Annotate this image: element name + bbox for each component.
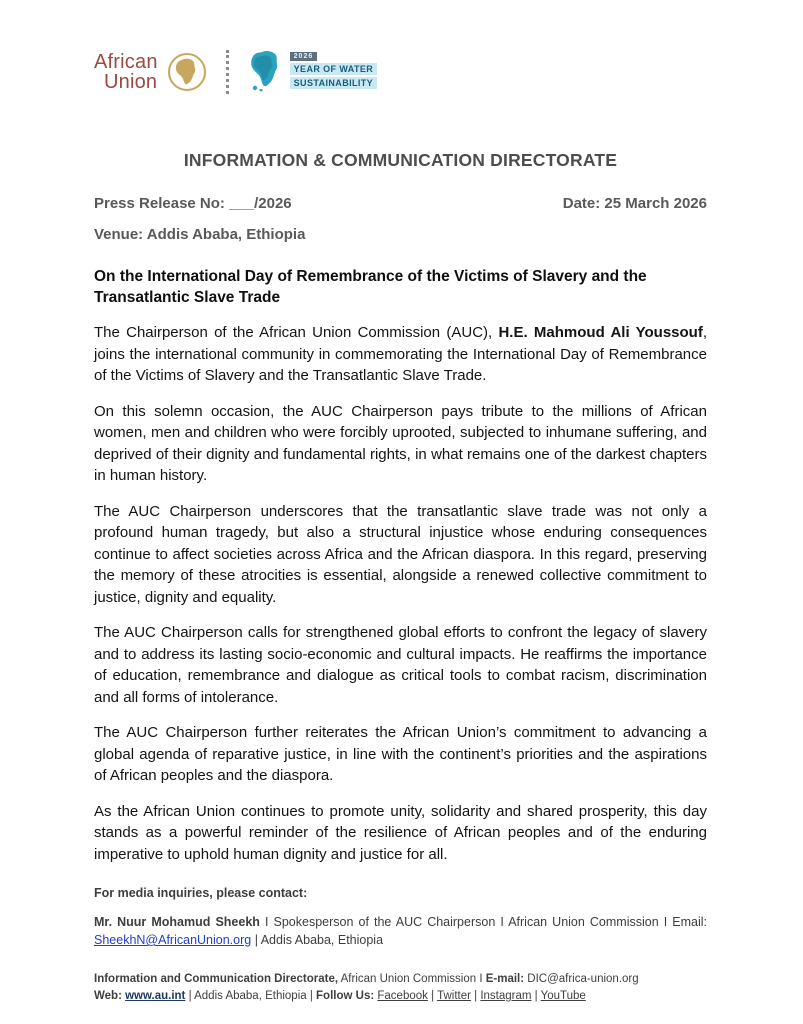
separator: | — [531, 990, 541, 1002]
facebook-link[interactable]: Facebook — [377, 990, 428, 1002]
directorate-title: INFORMATION & COMMUNICATION DIRECTORATE — [183, 150, 618, 170]
african-union-wordmark — [94, 52, 158, 92]
paragraph-5: The AUC Chairperson further reiterates the African Union’s commitment to advancing a global agenda of reparative justice, in line with the continent’s priorities and the aspirations of African peoples and the diaspora. — [94, 724, 707, 784]
release-date: Date: 25 March 2026 — [562, 195, 707, 212]
paragraph-6: As the African Union continues to promote unity, solidarity and shared prosperity, this day stands as a powerful reminder of the resilience of African peoples and of the enduring imperative to uphold human dignity and justice for all. — [94, 802, 707, 863]
footer-directorate-bold: Information and Communication Directorate, — [94, 973, 339, 985]
paragraph-1-lead: The Chairperson of the African Union Commission (AUC), — [94, 324, 499, 341]
footer-directorate-rest: African Union Commission I — [338, 973, 486, 985]
spokesperson-role: I Spokesperson of the AUC Chairperson I African Union Commission I Email: — [259, 915, 707, 929]
theme-line2: SUSTAINABILITY — [290, 77, 377, 89]
separator: | — [427, 990, 438, 1002]
logo-band — [94, 48, 707, 96]
theme-logo — [249, 50, 378, 94]
africa-map-teal-icon — [249, 50, 283, 94]
youtube-link[interactable]: YouTube — [540, 990, 586, 1002]
footer-location: | Addis Ababa, Ethiopia | — [185, 990, 317, 1002]
au-website-link[interactable]: www.au.int — [125, 990, 186, 1002]
wordmark-line2: Union — [104, 71, 158, 93]
media-inquiries-heading: For media inquiries, please contact: — [94, 886, 308, 900]
footer — [94, 971, 707, 1005]
spokesperson-contact — [94, 913, 707, 949]
paragraph-4: The AUC Chairperson calls for strengthened global efforts to confront the legacy of slavery and to address its lasting socio-economic and cultural impacts. He reaffirms the importance of education, remembrance and dialogue as critical tools to combat racism, discrimination and all forms of intolerance. — [94, 624, 707, 706]
logo-divider — [226, 50, 229, 94]
footer-email-value: DIC@africa-union.org — [524, 973, 639, 985]
instagram-link[interactable]: Instagram — [480, 990, 532, 1002]
meta-row — [94, 195, 707, 212]
spokesperson-location: | Addis Ababa, Ethiopia — [251, 933, 384, 947]
twitter-link[interactable]: Twitter — [437, 990, 471, 1002]
wordmark-line1: African — [94, 51, 158, 73]
theme-labels — [290, 50, 378, 89]
venue: Venue: Addis Ababa, Ethiopia — [94, 226, 306, 243]
spokesperson-email-link[interactable]: SheekhN@AfricanUnion.org — [94, 933, 252, 947]
theme-year-badge: 2026 — [290, 52, 318, 61]
follow-us-label: Follow Us: — [316, 990, 378, 1002]
paragraph-3: The AUC Chairperson underscores that the transatlantic slave trade was not only a profound human tragedy, but also a structural injustice whose enduring consequences continue to affect societies across Africa and the African diaspora. In this regard, preserving the memory of these atrocities is essential, alongside a renewed collective commitment to justice, dignity and equality. — [94, 502, 707, 606]
africa-map-gold-icon — [174, 58, 200, 86]
paragraph-1-rest: , joins the international community in commemorating the International Day of Remembrance of the Victims of Slavery and the Transatlantic Slave Trade. — [94, 324, 708, 384]
separator: | — [470, 990, 481, 1002]
paragraph-2: On this solemn occasion, the AUC Chairperson pays tribute to the millions of African women, men and children who were forcibly uprooted, subjected to inhumane suffering, and deprived of their dignity and fundamental rights, in what remains one of the darkest chapters in human history. — [94, 402, 707, 484]
paragraph-1 — [94, 322, 707, 387]
chairperson-name: H.E. Mahmoud Ali Youssouf — [498, 324, 703, 341]
footer-email-label: E-mail: — [485, 973, 525, 985]
footer-web-label: Web: — [94, 990, 126, 1002]
spokesperson-name: Mr. Nuur Mohamud Sheekh — [94, 915, 260, 929]
theme-line1: YEAR OF WATER — [290, 63, 378, 75]
press-release-number: Press Release No: ___/2026 — [94, 195, 292, 212]
release-title: On the International Day of Remembrance of the Victims of Slavery and the Transatlantic Slave Trade — [94, 268, 647, 306]
african-union-emblem-icon — [168, 53, 206, 91]
